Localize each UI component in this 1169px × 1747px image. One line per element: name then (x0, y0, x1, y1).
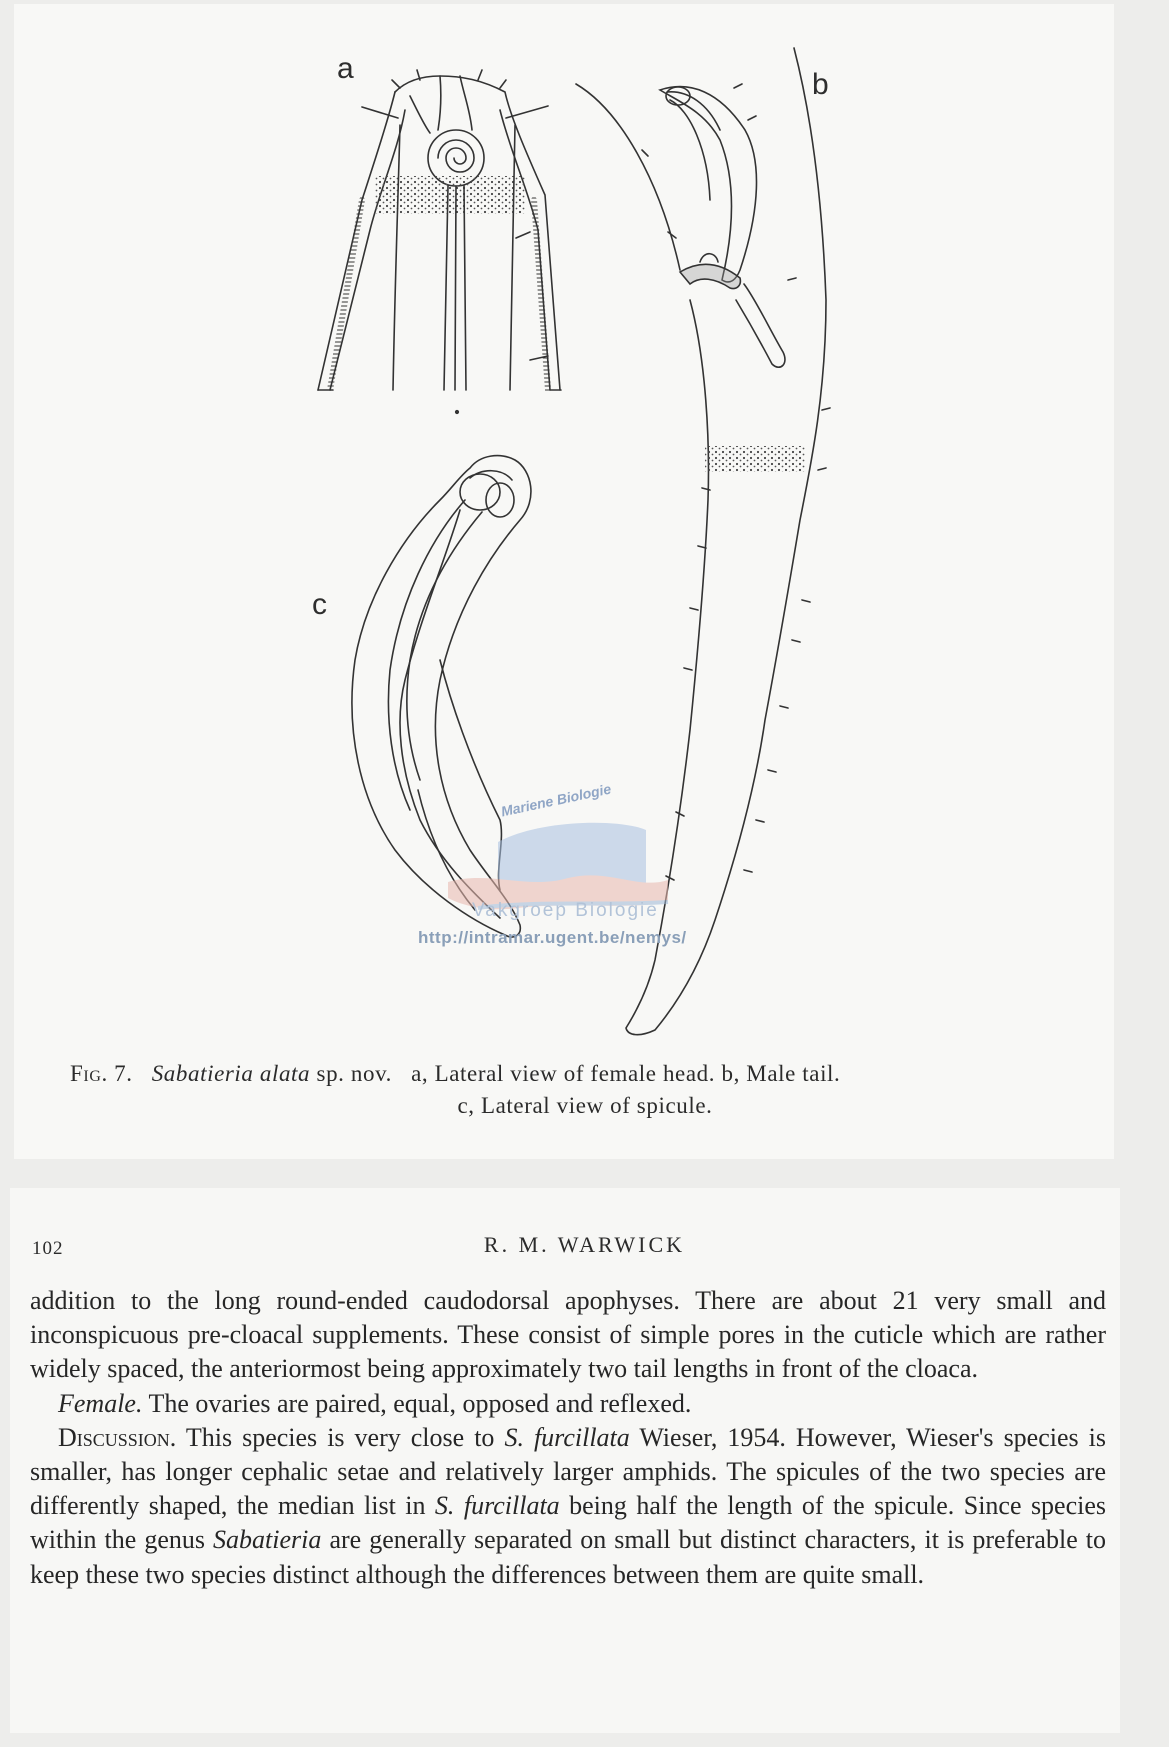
panel-label-b: b (812, 68, 829, 101)
species-name-2: S. furcillata (434, 1491, 560, 1521)
discussion-text-b: Wieser, 1954. However, Wieser's species is smaller, has longer cephalic setae and relatively larger amphids. The spicules of the two species are differently shaped, the median list in (30, 1422, 1107, 1521)
caption-line2: c, Lateral view of spicule. (457, 1093, 713, 1118)
paragraph-discussion (30, 1421, 1106, 1592)
body-text (30, 1284, 1106, 1592)
panel-label-a: a (337, 52, 354, 85)
watermark-top-text: Mariene Biologie (499, 780, 613, 820)
species-name-1: S. furcillata (504, 1422, 630, 1452)
discussion-text-d: are generally separated on small but distinct characters, it is preferable to keep these two species distinct although the differences between them are quite small. (30, 1525, 1107, 1589)
female-text: The ovaries are paired, equal, opposed and reflexed. (148, 1388, 692, 1418)
running-head: R. M. WARWICK (483, 1232, 686, 1257)
genus-name: Sabatieria (213, 1525, 322, 1555)
caption-fig-label: Fig. 7. (70, 1061, 133, 1086)
figure-caption (70, 1058, 1100, 1122)
caption-status: sp. nov. (316, 1061, 393, 1086)
caption-species: Sabatieria alata (151, 1061, 311, 1086)
discussion-text-c: being half the length of the spicule. Since species within the genus (30, 1491, 1107, 1555)
watermark-middle-text: Vakgroep Biologie (472, 900, 659, 921)
discussion-label: Discussion. (58, 1422, 177, 1452)
panel-a-female-head (318, 70, 561, 413)
female-label: Female. (58, 1388, 143, 1418)
paragraph-continuation: addition to the long round-ended caudodorsal apophyses. There are about 21 very small and inconspicuous pre-cloacal supplements. These consist of simple pores in the cuticle which are rather widely spaced, the anteriormost being approximately two tail lengths in front of the cloaca. (30, 1286, 1106, 1384)
paragraph-female (30, 1387, 1106, 1421)
watermark-url[interactable]: http://intramar.ugent.be/nemys/ (418, 928, 687, 947)
panel-label-c: c (312, 588, 327, 621)
discussion-text-a: This species is very close to (185, 1422, 495, 1452)
caption-line1: a, Lateral view of female head. b, Male tail. (411, 1061, 841, 1086)
page-number: 102 (32, 1238, 64, 1259)
